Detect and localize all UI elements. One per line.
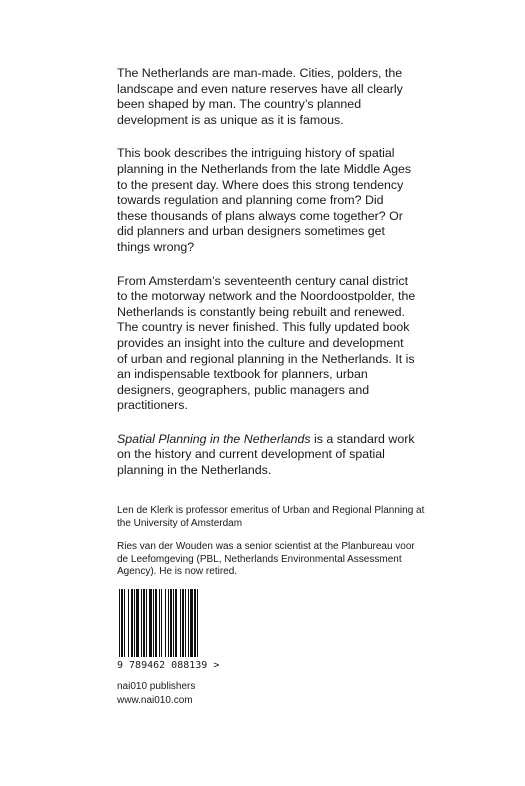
isbn-digits: 9 789462 088139 > [117, 660, 220, 671]
barcode-bar [143, 589, 145, 657]
barcode-bar [175, 589, 177, 657]
author-bio-1: Len de Klerk is professor emeritus of Urban and Regional Planning at the University of Amsterdam [117, 505, 425, 529]
barcode-bar [149, 589, 152, 657]
barcode-bar [155, 589, 157, 657]
author-bios [117, 505, 427, 590]
barcode-bar [124, 589, 125, 657]
book-title: Spatial Planning in the Netherlands [117, 431, 311, 446]
barcode-bar [190, 589, 193, 657]
blurb [117, 66, 417, 497]
barcode-bar [170, 589, 172, 657]
barcode-bar [168, 589, 169, 657]
barcode-bar [121, 589, 123, 657]
barcode-bar [188, 589, 189, 657]
barcode-bar [146, 589, 147, 657]
barcode-bar [159, 589, 160, 657]
author-bio-2: Ries van der Wouden was a senior scientist at the Planbureau voor de Leefomgeving (PBL, Netherlands Environmental Assessment Agency). He is now retired. [117, 541, 415, 578]
blurb-paragraph-3: From Amsterdam’s seventeenth century canal district to the motorway network and the Noordoostpolder, the Netherlands is constantly being rebuilt and renewed. The country is never finished. This fully updated book provides an insight into the culture and development of urban and regional planning in the Netherlands. It is an indispensable textbook for planners, urban designers, geographers, public managers and practitioners. [117, 273, 416, 413]
barcode-bar [165, 589, 166, 657]
barcode-bar [134, 589, 135, 657]
barcode-bar [194, 589, 196, 657]
barcode-bar [153, 589, 154, 657]
barcode-bar [131, 589, 133, 657]
barcode-bar [185, 589, 186, 657]
blurb-paragraph-1: The Netherlands are man-made. Cities, polders, the landscape and even nature reserves have all clearly been shaped by man. The country’s planned development is as unique as it is famous. [117, 66, 403, 127]
barcode-bar [161, 589, 162, 657]
barcode-bar [197, 589, 198, 657]
blurb-paragraph-4-rest: is a standard work on the history and current development of spatial planning in the Netherlands. [117, 431, 415, 478]
publisher-url: www.nai010.com [117, 695, 193, 706]
barcode-bars [117, 589, 213, 659]
barcode-bar [180, 589, 181, 657]
barcode [117, 589, 220, 671]
blurb-paragraph-2: This book describes the intriguing history of spatial planning in the Netherlands from the late Middle Ages to the present day. Where does this strong tendency towards regulation and planning come from? Did these thousands of plans always come together? Or did planners and urban designers sometimes get things wrong? [117, 146, 412, 254]
barcode-bar [119, 589, 120, 657]
publisher-info [117, 680, 195, 708]
barcode-bar [128, 589, 129, 657]
barcode-bar [136, 589, 139, 657]
barcode-bar [141, 589, 142, 657]
publisher-name: nai010 publishers [117, 681, 196, 692]
barcode-bar [182, 589, 184, 657]
blurb-paragraph-4 [117, 432, 417, 479]
barcode-bar [173, 589, 174, 657]
